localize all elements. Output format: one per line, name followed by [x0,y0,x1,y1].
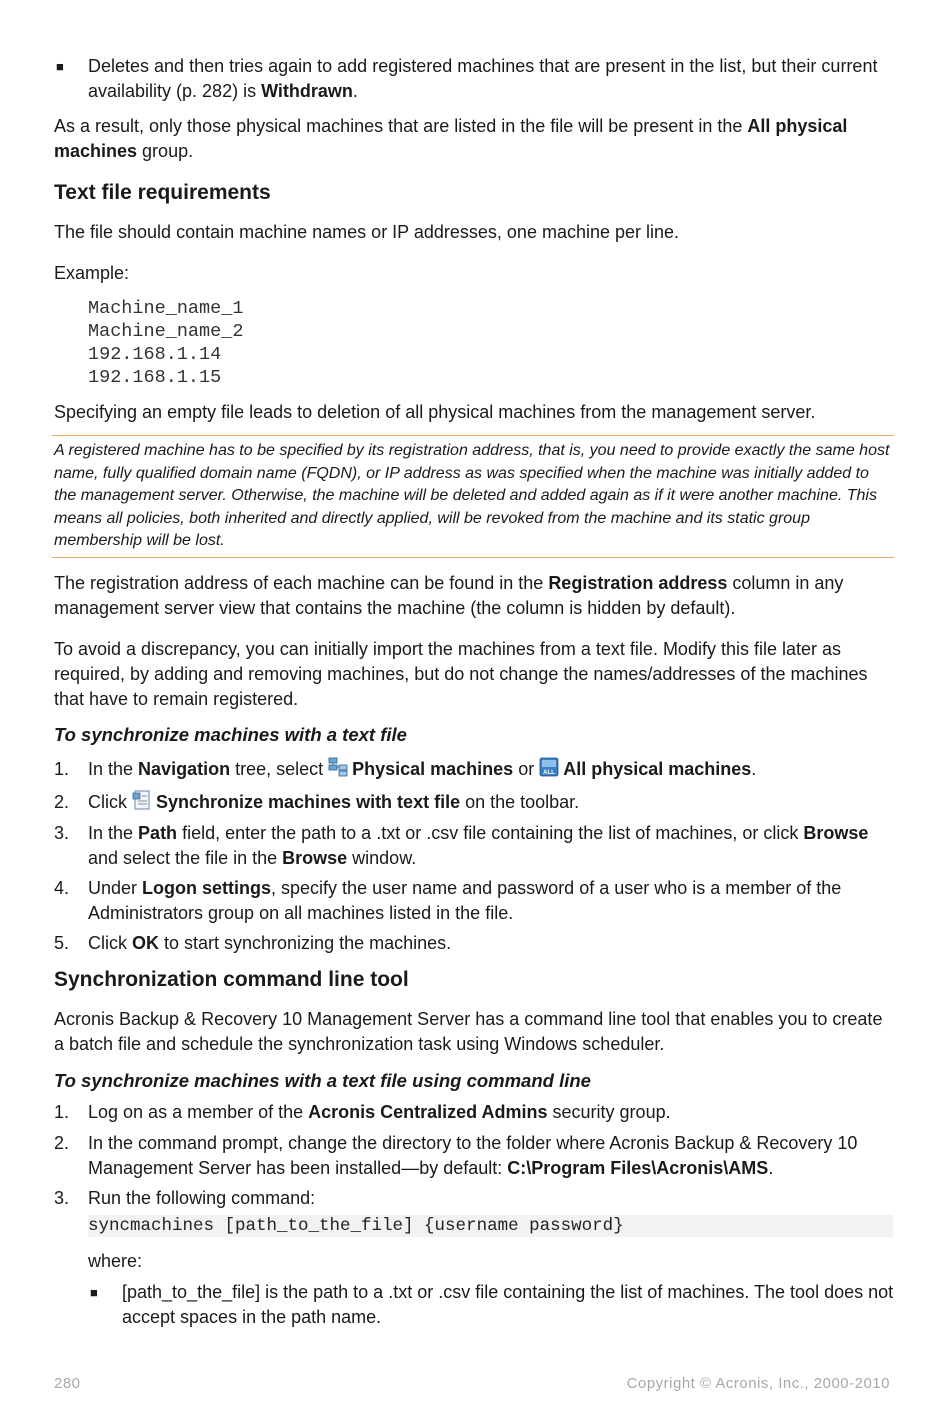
step-logon-settings: 4. Under Logon settings, specify the user name and password of a user who is a member of the Administrators group on all machines listed in the file. [54,878,842,923]
bullet-withdrawn: ■ Deletes and then tries again to add registered machines that are present in the list, but their current availability (p. 282) is Withdrawn. [56,56,878,101]
svg-text:ALL: ALL [543,770,556,776]
step-click-synchronize: 2. Click Synchronize machines with text file on the toolbar. [54,792,580,812]
example-line: 192.168.1.15 [88,367,222,388]
example-label: Example: [54,263,130,283]
example-code-block [88,297,243,389]
step-path-field: 3. In the Path field, enter the path to a .txt or .csv file containing the list of machines, or click Browse and select the file in the Browse window. [54,823,869,868]
command-line: syncmachines [path_to_the_file] {username password} [88,1215,893,1237]
heading-command-line-tool: Synchronization command line tool [54,968,409,991]
physical-machines-icon [328,757,348,777]
result-paragraph: As a result, only those physical machines that are listed in the file will be present in the All physical machines group. [54,116,848,161]
file-should-paragraph: The file should contain machine names or IP addresses, one machine per line. [54,222,680,242]
where-label: where: [88,1251,143,1271]
heading-text-file-requirements: Text file requirements [54,181,271,204]
example-line: 192.168.1.14 [88,344,222,365]
square-bullet-icon: ■ [56,59,64,74]
square-bullet-icon: ■ [90,1285,98,1300]
copyright: Copyright © Acronis, Inc., 2000-2010 [626,1375,890,1392]
step-run-command: 3. Run the following command: [54,1188,316,1208]
empty-file-paragraph: Specifying an empty file leads to deletion of all physical machines from the management server. [54,402,816,422]
page-number: 280 [54,1375,81,1392]
step-log-on: 1. Log on as a member of the Acronis Centralized Admins security group. [54,1102,671,1122]
command-tool-paragraph: Acronis Backup & Recovery 10 Management Server has a command line tool that enables you to create a batch file and schedule the synchronization task using Windows scheduler. [54,1009,883,1054]
heading-sync-command-line: To synchronize machines with a text file using command line [54,1070,591,1091]
example-line: Machine_name_2 [88,321,244,342]
all-physical-machines-icon [539,757,559,777]
avoid-discrepancy-paragraph: To avoid a discrepancy, you can initially import the machines from a text file. Modify this file later as required, by adding and removing machines, but do not change the names/addresses of the machines that have to remain registered. [54,639,868,709]
synchronize-text-file-icon [132,790,152,810]
step-click-ok: 5. Click OK to start synchronizing the machines. [54,933,452,953]
example-line: Machine_name_1 [88,298,244,319]
note-box: A registered machine has to be specified by its registration address, that is, you need to provide exactly the same host name, fully qualified domain name (FQDN), or IP address as was specified when the machine was initially added to the management server. Otherwise, the machine will be deleted and added again as if it were another machine. This means all policies, both inherited and directly applied, will be revoked from the machine and its static group membership will be lost. [52,435,894,558]
heading-sync-text-file: To synchronize machines with a text file [54,724,407,745]
step-change-directory: 2. In the command prompt, change the directory to the folder where Acronis Backup & Recovery 10 Management Server has been installed—by default: C:\Program Files\Acronis\AMS. [54,1133,858,1178]
registration-address-paragraph: The registration address of each machine can be found in the Registration address column in any management server view that contains the machine (the column is hidden by default). [54,573,844,618]
bullet-path-to-file: ■ [path_to_the_file] is the path to a .txt or .csv file containing the list of machines. The tool does not accept spaces in the path name. [90,1282,894,1327]
step-navigation: 1. In the Navigation tree, select Physical machines or ALL All physical machines. [54,759,757,779]
